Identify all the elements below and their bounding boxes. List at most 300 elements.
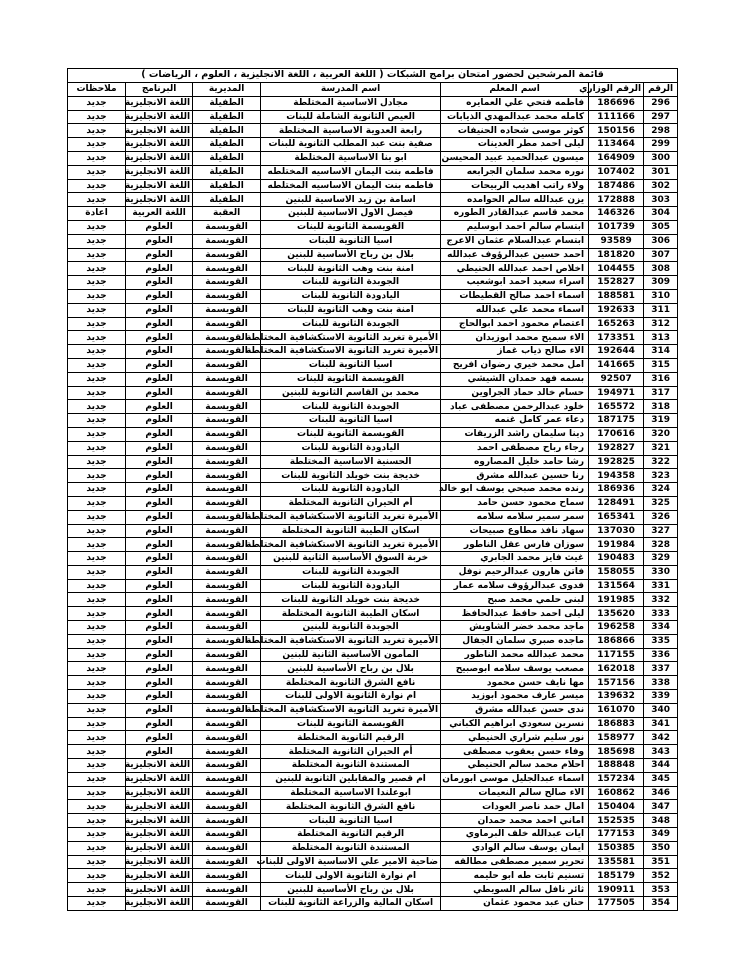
- table-row: [68, 193, 678, 207]
- row-teacher-name: اسراء سعيد احمد ابوشعيب: [441, 276, 589, 290]
- row-directorate: الطفيلة: [193, 138, 261, 152]
- row-national-id: 113464: [589, 138, 644, 152]
- row-program: العلوم: [126, 414, 193, 428]
- table-row: [68, 869, 678, 883]
- row-notes: جديد: [68, 276, 126, 290]
- row-school-name: اليادودة الثانوية للبنات: [261, 441, 441, 455]
- table-row: [68, 690, 678, 704]
- row-notes: جديد: [68, 303, 126, 317]
- row-national-id: 165341: [589, 510, 644, 524]
- row-teacher-name: مصعب يوسف سلامه ابوصبيح: [441, 662, 589, 676]
- row-school-name: الجوبدة الثانوية للبنات: [261, 400, 441, 414]
- row-num: 343: [644, 745, 678, 759]
- row-num: 336: [644, 648, 678, 662]
- row-school-name: الأميرة تغريد الثانوية الاستكشافية المختلطة: [261, 538, 441, 552]
- row-teacher-name: الاء صالح سالم النعيمات: [441, 786, 589, 800]
- row-school-name: الأميرة تغريد الثانوية الاستكشافية المختلطة: [261, 634, 441, 648]
- row-notes: جديد: [68, 455, 126, 469]
- table-row: [68, 358, 678, 372]
- row-directorate: القويسمة: [193, 869, 261, 883]
- row-teacher-name: سوزان فارس عقل الناطور: [441, 538, 589, 552]
- row-teacher-name: فدوى عبدالرؤوف سلامه عمار: [441, 579, 589, 593]
- row-national-id: 192827: [589, 441, 644, 455]
- row-teacher-name: كوثر موسى شحاده الحنيفات: [441, 124, 589, 138]
- table-row: [68, 331, 678, 345]
- row-teacher-name: نور سليم شراري الحنيطي: [441, 731, 589, 745]
- row-program: العلوم: [126, 565, 193, 579]
- table-row: [68, 345, 678, 359]
- row-teacher-name: ميسر عارف محمود ابوزيد: [441, 690, 589, 704]
- row-school-name: اسامة بن زيد الاساسية للبنين: [261, 193, 441, 207]
- row-program: العلوم: [126, 634, 193, 648]
- row-national-id: 188848: [589, 759, 644, 773]
- table-row: [68, 703, 678, 717]
- header-program: البرنامج: [126, 83, 193, 97]
- row-teacher-name: تحرير سمير مصطفى مطالقه: [441, 855, 589, 869]
- table-row: [68, 772, 678, 786]
- row-directorate: الطفيلة: [193, 96, 261, 110]
- row-directorate: القويسمة: [193, 662, 261, 676]
- row-teacher-name: لبنى حلمي محمد صبح: [441, 593, 589, 607]
- table-row: [68, 276, 678, 290]
- row-notes: جديد: [68, 828, 126, 842]
- row-program: العلوم: [126, 607, 193, 621]
- row-national-id: 188581: [589, 289, 644, 303]
- row-school-name: امنة بنت وهب الثانوية للبنات: [261, 262, 441, 276]
- row-national-id: 158977: [589, 731, 644, 745]
- row-program: العلوم: [126, 579, 193, 593]
- row-num: 304: [644, 207, 678, 221]
- row-directorate: القويسمة: [193, 883, 261, 897]
- row-directorate: العقبة: [193, 207, 261, 221]
- row-directorate: القويسمة: [193, 759, 261, 773]
- row-school-name: اليادودة الثانوية للبنات: [261, 289, 441, 303]
- row-teacher-name: رنده محمد صبحي يوسف ابو خالد: [441, 483, 589, 497]
- row-program: اللغة الانجليزية: [126, 772, 193, 786]
- row-school-name: بلال بن رباح الأساسية للبنين: [261, 883, 441, 897]
- row-school-name: خديجة بنت خويلد الثانوية للبنات: [261, 593, 441, 607]
- row-teacher-name: ايات عبدالله خلف البرماوي: [441, 828, 589, 842]
- row-directorate: القويسمة: [193, 455, 261, 469]
- row-school-name: الجوبدة الثانوية للبنات: [261, 276, 441, 290]
- table-row: [68, 538, 678, 552]
- row-teacher-name: اسماء عبدالجليل موسى ابورمان: [441, 772, 589, 786]
- row-directorate: الطفيلة: [193, 193, 261, 207]
- row-num: 324: [644, 483, 678, 497]
- row-num: 296: [644, 96, 678, 110]
- table-row: [68, 621, 678, 635]
- row-program: العلوم: [126, 441, 193, 455]
- table-row: [68, 400, 678, 414]
- row-program: العلوم: [126, 745, 193, 759]
- row-notes: جديد: [68, 565, 126, 579]
- row-num: 331: [644, 579, 678, 593]
- row-national-id: 185698: [589, 745, 644, 759]
- row-national-id: 111166: [589, 110, 644, 124]
- row-school-name: خربة السوق الأساسية الثانية للبنين: [261, 552, 441, 566]
- row-directorate: الطفيلة: [193, 179, 261, 193]
- row-program: اللغة الانجليزية: [126, 759, 193, 773]
- row-num: 349: [644, 828, 678, 842]
- row-national-id: 177505: [589, 897, 644, 911]
- row-teacher-name: وفاء حسن يعقوب مصطفى: [441, 745, 589, 759]
- table-row: [68, 248, 678, 262]
- row-num: 341: [644, 717, 678, 731]
- row-school-name: الأميرة تغريد الثانوية الاستكشافية المختلطة: [261, 331, 441, 345]
- row-teacher-name: ثائر نافل سالم السويطي: [441, 883, 589, 897]
- row-teacher-name: يزن عبدالله سالم الحوامده: [441, 193, 589, 207]
- row-num: 352: [644, 869, 678, 883]
- row-program: اللغة الانجليزية: [126, 814, 193, 828]
- row-directorate: القويسمة: [193, 731, 261, 745]
- row-notes: جديد: [68, 814, 126, 828]
- row-num: 315: [644, 358, 678, 372]
- row-notes: جديد: [68, 193, 126, 207]
- row-teacher-name: نسرين سعودي ابراهيم الكباني: [441, 717, 589, 731]
- row-num: 342: [644, 731, 678, 745]
- row-notes: جديد: [68, 510, 126, 524]
- row-program: العلوم: [126, 372, 193, 386]
- row-national-id: 185179: [589, 869, 644, 883]
- row-num: 351: [644, 855, 678, 869]
- row-program: العلوم: [126, 510, 193, 524]
- row-national-id: 192644: [589, 345, 644, 359]
- row-directorate: القويسمة: [193, 690, 261, 704]
- row-school-name: الأميرة تغريد الثانوية الاستكشافية المختلطة: [261, 703, 441, 717]
- table-row: [68, 151, 678, 165]
- row-school-name: ام قصير والمقابلين الثانوية للبنين: [261, 772, 441, 786]
- row-national-id: 117155: [589, 648, 644, 662]
- row-directorate: القويسمة: [193, 676, 261, 690]
- row-num: 301: [644, 165, 678, 179]
- table-row: [68, 262, 678, 276]
- row-num: 340: [644, 703, 678, 717]
- row-program: اللغة الانجليزية: [126, 96, 193, 110]
- row-teacher-name: سماح محمود حسن حامد: [441, 496, 589, 510]
- row-national-id: 190911: [589, 883, 644, 897]
- row-teacher-name: ندى حسن عبدالله مشرق: [441, 703, 589, 717]
- row-national-id: 131564: [589, 579, 644, 593]
- table-row: [68, 841, 678, 855]
- row-num: 332: [644, 593, 678, 607]
- row-num: 310: [644, 289, 678, 303]
- row-teacher-name: ايمان يوسف سالم الوادي: [441, 841, 589, 855]
- table-row: [68, 483, 678, 497]
- table-row: [68, 220, 678, 234]
- row-directorate: القويسمة: [193, 469, 261, 483]
- row-program: العلوم: [126, 427, 193, 441]
- row-num: 307: [644, 248, 678, 262]
- candidates-table: [67, 68, 678, 911]
- row-num: 350: [644, 841, 678, 855]
- row-teacher-name: حنان عبد محمود عثمان: [441, 897, 589, 911]
- table-row: [68, 441, 678, 455]
- row-directorate: القويسمة: [193, 772, 261, 786]
- row-national-id: 107402: [589, 165, 644, 179]
- row-national-id: 191985: [589, 593, 644, 607]
- table-row: [68, 676, 678, 690]
- row-national-id: 187175: [589, 414, 644, 428]
- row-program: اللغة الانجليزية: [126, 841, 193, 855]
- row-directorate: القويسمة: [193, 745, 261, 759]
- row-notes: جديد: [68, 358, 126, 372]
- row-program: العلوم: [126, 496, 193, 510]
- row-teacher-name: رشا حامد خليل المصاروه: [441, 455, 589, 469]
- table-row: [68, 745, 678, 759]
- row-school-name: رابعة العدوية الاساسية المختلطة: [261, 124, 441, 138]
- row-program: العلوم: [126, 676, 193, 690]
- row-num: 321: [644, 441, 678, 455]
- row-school-name: أم الحيران الثانوية المختلطة: [261, 496, 441, 510]
- row-program: العلوم: [126, 331, 193, 345]
- header-num: الرقم: [644, 83, 678, 97]
- table-row: [68, 828, 678, 842]
- row-teacher-name: الاء سميح محمد ابوزيدان: [441, 331, 589, 345]
- row-directorate: الطفيلة: [193, 151, 261, 165]
- row-school-name: الجوبدة الثانوية للبنين: [261, 621, 441, 635]
- row-num: 313: [644, 331, 678, 345]
- row-program: اللغة العربية: [126, 207, 193, 221]
- row-directorate: القويسمة: [193, 441, 261, 455]
- row-teacher-name: رنا حسين عبدالله مشرق: [441, 469, 589, 483]
- row-school-name: نافع الشرق الثانوية المختلطة: [261, 800, 441, 814]
- row-national-id: 165263: [589, 317, 644, 331]
- row-num: 335: [644, 634, 678, 648]
- row-school-name: فيصل الاول الاساسية للبنين: [261, 207, 441, 221]
- row-school-name: القويسمة الثانوية للبنات: [261, 372, 441, 386]
- table-row: [68, 634, 678, 648]
- row-num: 339: [644, 690, 678, 704]
- row-num: 337: [644, 662, 678, 676]
- row-directorate: القويسمة: [193, 220, 261, 234]
- table-row: [68, 496, 678, 510]
- row-national-id: 135581: [589, 855, 644, 869]
- row-national-id: 139632: [589, 690, 644, 704]
- table-row: [68, 455, 678, 469]
- row-teacher-name: بسمه فهد حمدان الشيشي: [441, 372, 589, 386]
- row-num: 311: [644, 303, 678, 317]
- table-row: [68, 372, 678, 386]
- row-directorate: القويسمة: [193, 607, 261, 621]
- row-national-id: 157234: [589, 772, 644, 786]
- table-row: [68, 897, 678, 911]
- row-national-id: 186936: [589, 483, 644, 497]
- row-notes: جديد: [68, 427, 126, 441]
- row-teacher-name: اسماء احمد صالح القطيطات: [441, 289, 589, 303]
- row-notes: جديد: [68, 772, 126, 786]
- row-national-id: 164909: [589, 151, 644, 165]
- row-num: 312: [644, 317, 678, 331]
- row-num: 353: [644, 883, 678, 897]
- table-row: [68, 469, 678, 483]
- row-notes: جديد: [68, 483, 126, 497]
- row-directorate: القويسمة: [193, 372, 261, 386]
- row-national-id: 194358: [589, 469, 644, 483]
- row-teacher-name: دعاء عمر كامل غنمه: [441, 414, 589, 428]
- row-national-id: 146326: [589, 207, 644, 221]
- row-teacher-name: ماجده صبري سلمان الجفال: [441, 634, 589, 648]
- row-teacher-name: ليلى احمد حافظ عبدالحافظ: [441, 607, 589, 621]
- row-school-name: ام نوارة الثانوية الاولى للبنات: [261, 869, 441, 883]
- row-program: العلوم: [126, 276, 193, 290]
- row-notes: جديد: [68, 469, 126, 483]
- row-notes: جديد: [68, 621, 126, 635]
- row-school-name: الرقيم الثانوية المختلطة: [261, 731, 441, 745]
- row-notes: جديد: [68, 179, 126, 193]
- header-directorate: المديرية: [193, 83, 261, 97]
- row-school-name: الأميرة تغريد الثانوية الاستكشافية المختلطة: [261, 345, 441, 359]
- row-program: العلوم: [126, 552, 193, 566]
- row-notes: جديد: [68, 717, 126, 731]
- row-program: العلوم: [126, 303, 193, 317]
- row-national-id: 173351: [589, 331, 644, 345]
- row-national-id: 157156: [589, 676, 644, 690]
- row-directorate: القويسمة: [193, 634, 261, 648]
- row-notes: جديد: [68, 262, 126, 276]
- row-school-name: ابو بنا الاساسية المختلطة: [261, 151, 441, 165]
- row-teacher-name: فاتن هارون عبدالرحيم نوفل: [441, 565, 589, 579]
- row-directorate: القويسمة: [193, 289, 261, 303]
- row-num: 348: [644, 814, 678, 828]
- row-school-name: اسيا الثانوية للبنات: [261, 814, 441, 828]
- row-program: اللغة الانجليزية: [126, 855, 193, 869]
- row-teacher-name: امال حمد ناصر العودات: [441, 800, 589, 814]
- row-program: العلوم: [126, 345, 193, 359]
- row-program: العلوم: [126, 289, 193, 303]
- row-program: العلوم: [126, 648, 193, 662]
- header-row: [68, 83, 678, 97]
- row-notes: جديد: [68, 372, 126, 386]
- row-school-name: امنة بنت وهب الثانوية للبنات: [261, 303, 441, 317]
- row-notes: جديد: [68, 110, 126, 124]
- row-directorate: القويسمة: [193, 414, 261, 428]
- row-program: اللغة الانجليزية: [126, 124, 193, 138]
- row-directorate: القويسمة: [193, 814, 261, 828]
- row-national-id: 190483: [589, 552, 644, 566]
- row-directorate: القويسمة: [193, 648, 261, 662]
- header-school: اسم المدرسة: [261, 83, 441, 97]
- row-num: 346: [644, 786, 678, 800]
- row-num: 354: [644, 897, 678, 911]
- row-num: 319: [644, 414, 678, 428]
- row-directorate: القويسمة: [193, 552, 261, 566]
- row-program: العلوم: [126, 455, 193, 469]
- header-national-id: الرقم الوزاري: [589, 83, 644, 97]
- row-teacher-name: اسماء محمد علي عبدالله: [441, 303, 589, 317]
- row-program: العلوم: [126, 358, 193, 372]
- row-school-name: الرقيم الثانوية المختلطة: [261, 828, 441, 842]
- row-teacher-name: فاطمه فتحي علي العمايره: [441, 96, 589, 110]
- row-school-name: محمد بن القاسم الثانوية للبنين: [261, 386, 441, 400]
- row-directorate: القويسمة: [193, 621, 261, 635]
- row-directorate: القويسمة: [193, 483, 261, 497]
- table-row: [68, 648, 678, 662]
- row-num: 317: [644, 386, 678, 400]
- row-national-id: 162018: [589, 662, 644, 676]
- row-program: العلوم: [126, 248, 193, 262]
- row-teacher-name: ميسون عبدالحميد عبيد المحيسن: [441, 151, 589, 165]
- table-body: [68, 96, 678, 910]
- table-row: [68, 552, 678, 566]
- row-national-id: 150385: [589, 841, 644, 855]
- row-national-id: 192825: [589, 455, 644, 469]
- row-notes: جديد: [68, 855, 126, 869]
- row-teacher-name: كامله محمد عبدالمهدي الذيابات: [441, 110, 589, 124]
- row-teacher-name: احلام محمد سالم الحنيطي: [441, 759, 589, 773]
- row-program: اللغة الانجليزية: [126, 869, 193, 883]
- row-program: العلوم: [126, 524, 193, 538]
- row-program: اللغة الانجليزية: [126, 179, 193, 193]
- row-national-id: 186866: [589, 634, 644, 648]
- row-directorate: القويسمة: [193, 331, 261, 345]
- row-program: اللغة الانجليزية: [126, 800, 193, 814]
- row-national-id: 170616: [589, 427, 644, 441]
- row-national-id: 187486: [589, 179, 644, 193]
- row-teacher-name: سمر سمير سلامه سلامه: [441, 510, 589, 524]
- row-teacher-name: ابتسام عبدالسلام عثمان الاعرج: [441, 234, 589, 248]
- row-school-name: ام نوارة الثانوية الاولى للبنات: [261, 690, 441, 704]
- row-program: العلوم: [126, 703, 193, 717]
- row-school-name: الحسنية الاساسية المختلطة: [261, 455, 441, 469]
- row-num: 333: [644, 607, 678, 621]
- row-program: اللغة الانجليزية: [126, 151, 193, 165]
- row-national-id: 196258: [589, 621, 644, 635]
- row-teacher-name: احمد حسين عبدالرؤوف عبدالله: [441, 248, 589, 262]
- row-notes: جديد: [68, 441, 126, 455]
- table-row: [68, 883, 678, 897]
- row-notes: جديد: [68, 386, 126, 400]
- row-num: 298: [644, 124, 678, 138]
- row-notes: جديد: [68, 552, 126, 566]
- row-school-name: اسيا الثانوية للبنات: [261, 358, 441, 372]
- row-num: 309: [644, 276, 678, 290]
- table-row: [68, 579, 678, 593]
- row-directorate: القويسمة: [193, 579, 261, 593]
- row-school-name: القويسمة الثانوية للبنات: [261, 717, 441, 731]
- row-program: العلوم: [126, 400, 193, 414]
- row-notes: جديد: [68, 731, 126, 745]
- row-program: العلوم: [126, 593, 193, 607]
- row-teacher-name: اعتصام محمود احمد ابوالحاج: [441, 317, 589, 331]
- page-title: قائمة المرشحين لحضور امتحان برامج الشبكات ( اللغة العربية ، اللغة الانجليزية ، العلوم ، الرياضات ): [68, 69, 678, 83]
- row-teacher-name: خلود عبدالرحمن مصطفى عباد: [441, 400, 589, 414]
- row-program: العلوم: [126, 386, 193, 400]
- row-national-id: 177153: [589, 828, 644, 842]
- row-teacher-name: تسنيم ثابت طه ابو حليمه: [441, 869, 589, 883]
- row-school-name: القويسمة الثانوية للبنات: [261, 220, 441, 234]
- row-directorate: القويسمة: [193, 262, 261, 276]
- table-row: [68, 414, 678, 428]
- row-national-id: 135620: [589, 607, 644, 621]
- row-school-name: مجادل الاساسية المختلطة: [261, 96, 441, 110]
- row-teacher-name: غيث فايز محمد الجابري: [441, 552, 589, 566]
- row-teacher-name: محمد عبدالله محمد الناطور: [441, 648, 589, 662]
- row-program: العلوم: [126, 220, 193, 234]
- row-num: 345: [644, 772, 678, 786]
- row-school-name: ضاحية الامير علي الاساسية الاولى للبنات: [261, 855, 441, 869]
- row-school-name: الجوبدة الثانوية للبنات: [261, 565, 441, 579]
- row-program: العلوم: [126, 469, 193, 483]
- table-row: [68, 565, 678, 579]
- row-directorate: القويسمة: [193, 345, 261, 359]
- row-num: 334: [644, 621, 678, 635]
- row-school-name: ابوعلندا الاساسية المختلطة: [261, 786, 441, 800]
- row-program: العلوم: [126, 662, 193, 676]
- row-directorate: القويسمة: [193, 841, 261, 855]
- row-national-id: 191984: [589, 538, 644, 552]
- row-national-id: 101739: [589, 220, 644, 234]
- row-num: 305: [644, 220, 678, 234]
